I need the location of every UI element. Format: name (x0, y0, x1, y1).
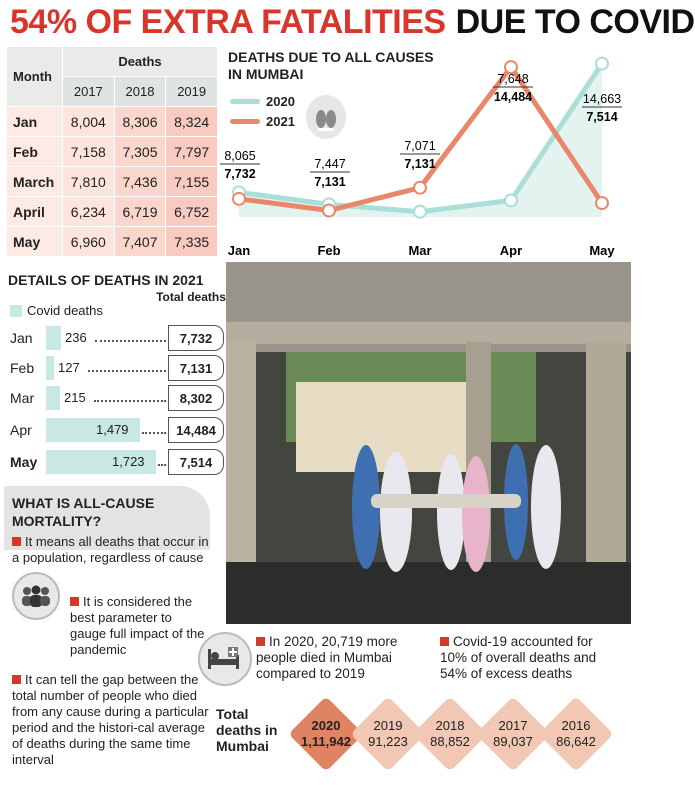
all-cause-bullet-3 (12, 672, 212, 768)
total-diamond (477, 698, 549, 770)
total-year: 2018 (435, 718, 465, 733)
x-tick-label: May (589, 243, 615, 258)
data-label-2021: 7,131 (314, 175, 346, 189)
legend-label: 2020 (266, 93, 295, 109)
data-point-2021 (414, 182, 426, 194)
row-month: April (7, 197, 63, 227)
month-header: Month (7, 47, 63, 107)
data-point-2021 (323, 205, 335, 217)
details-legend (10, 303, 103, 318)
bullet-icon (440, 637, 449, 646)
people-icon (12, 572, 60, 620)
all-cause-bullet-1 (12, 534, 212, 566)
covid-value: 236 (65, 330, 87, 345)
line-chart-panel (222, 45, 632, 260)
leader-dots (94, 400, 166, 402)
data-label-2021: 7,514 (586, 110, 618, 124)
details-title: DETAILS OF DEATHS IN 2021 (8, 272, 204, 288)
legend-label: 2021 (266, 113, 295, 129)
table-row (7, 167, 218, 197)
x-tick-label: Apr (499, 243, 523, 258)
total-value: 8,302 (168, 385, 224, 411)
cell: 7,407 (114, 227, 166, 257)
total-year: 2019 (373, 718, 403, 733)
details-month: Apr (10, 422, 32, 438)
cell: 7,335 (166, 227, 218, 257)
row-month: Feb (7, 137, 63, 167)
total-diamond (414, 698, 486, 770)
covid-value: 1,479 (96, 422, 129, 437)
diamond-text (414, 718, 486, 750)
cell: 6,960 (63, 227, 115, 257)
x-tick-label: Feb (317, 243, 341, 258)
covid-bar (46, 356, 54, 380)
data-label-2020: 14,663 (582, 92, 622, 106)
cell: 6,234 (63, 197, 115, 227)
details-row (0, 450, 230, 474)
table-row (7, 137, 218, 167)
legend-swatch (10, 305, 22, 317)
total-value: 91,223 (368, 734, 408, 749)
covid-value: 127 (58, 360, 80, 375)
table-row (7, 107, 218, 137)
leader-dots (88, 370, 166, 372)
total-value: 89,037 (493, 734, 533, 749)
cell: 7,158 (63, 137, 115, 167)
leader-dots (95, 340, 166, 342)
total-value: 86,642 (556, 734, 596, 749)
all-cause-title: WHAT IS ALL-CAUSE MORTALITY? (12, 495, 155, 529)
row-month: March (7, 167, 63, 197)
headline (0, 0, 695, 44)
all-cause-bullet-2 (70, 594, 208, 658)
x-tick-label: Mar (408, 243, 432, 258)
total-value: 1,11,942 (301, 734, 351, 749)
covid-bar (46, 326, 61, 350)
covid-value: 215 (64, 390, 86, 405)
total-value: 88,852 (430, 734, 470, 749)
headline-black: DUE TO COVID (455, 2, 695, 41)
cell: 8,306 (114, 107, 166, 137)
total-deaths-header: Total deaths (156, 290, 226, 304)
total-year: 2020 (311, 718, 341, 733)
bullet-icon (12, 675, 21, 684)
data-label-2021: 7,131 (404, 157, 436, 171)
bullet-icon (70, 597, 79, 606)
cell: 8,004 (63, 107, 115, 137)
deaths-header: Deaths (63, 47, 218, 77)
fact-1 (256, 634, 436, 682)
leader-dots (142, 432, 166, 434)
year-header: 2017 (63, 77, 115, 107)
bullet-icon (12, 537, 21, 546)
total-value: 7,514 (168, 449, 224, 475)
details-row (0, 386, 230, 410)
monthly-deaths-table (6, 46, 218, 257)
details-row (0, 326, 230, 350)
line-chart-svg (222, 45, 632, 260)
data-point-2020 (414, 206, 426, 218)
fact-2 (440, 634, 615, 682)
data-point-2020 (596, 58, 608, 70)
cell: 7,797 (166, 137, 218, 167)
bullet-text: It can tell the gap between the total number of people who died from any cause during a particular period and the histori-cal average of deaths during the same time interval (12, 672, 209, 767)
bullet-text: It is considered the best parameter to gauge full impact of the pandemic (70, 594, 205, 657)
total-value: 7,131 (168, 355, 224, 381)
data-label-2021: 14,484 (493, 90, 533, 104)
diamond-text (540, 718, 612, 750)
headline-red: 54% OF EXTRA FATALITIES (10, 2, 446, 41)
row-month: May (7, 227, 63, 257)
details-month: Jan (10, 330, 33, 346)
details-month: May (10, 454, 38, 470)
details-row (0, 356, 230, 380)
total-year: 2016 (561, 718, 591, 733)
data-label-2020: 8,065 (224, 149, 256, 163)
cell: 6,752 (166, 197, 218, 227)
data-label-2020: 7,071 (404, 139, 436, 153)
bullet-icon (256, 637, 265, 646)
cell: 7,155 (166, 167, 218, 197)
total-diamond (540, 698, 612, 770)
table-row (7, 227, 218, 257)
covid-bar (46, 386, 60, 410)
row-month: Jan (7, 107, 63, 137)
cell: 7,810 (63, 167, 115, 197)
details-row (0, 418, 230, 442)
cell: 7,436 (114, 167, 166, 197)
data-label-2020: 7,648 (497, 72, 529, 86)
totals-label: Total deaths in Mumbai (216, 706, 278, 754)
chart-title: DEATHS DUE TO ALL CAUSES IN MUMBAI (228, 49, 434, 82)
year-header: 2019 (166, 77, 218, 107)
details-month: Mar (10, 390, 35, 406)
data-label-2021: 7,732 (224, 167, 256, 181)
leader-dots (158, 464, 166, 466)
bed-patient-icon (198, 632, 252, 686)
fact-text: In 2020, 20,719 more people died in Mumbai compared to 2019 (256, 634, 398, 681)
total-year: 2017 (498, 718, 528, 733)
data-point-2021 (596, 197, 608, 209)
data-label-2020: 7,447 (314, 157, 346, 171)
covid-value: 1,723 (112, 454, 145, 469)
data-point-2021 (233, 193, 245, 205)
bullet-text: It means all deaths that occur in a population, regardless of cause (12, 534, 209, 565)
total-value: 14,484 (168, 417, 224, 443)
total-value: 7,732 (168, 325, 224, 351)
cremation-photo (226, 262, 631, 624)
fact-text: Covid-19 accounted for 10% of overall deaths and 54% of excess deaths (440, 634, 597, 681)
cell: 6,719 (114, 197, 166, 227)
diamond-text (477, 718, 549, 750)
data-point-2020 (505, 194, 517, 206)
table-row (7, 197, 218, 227)
cell: 8,324 (166, 107, 218, 137)
details-month: Feb (10, 360, 35, 376)
year-header: 2018 (114, 77, 166, 107)
x-tick-label: Jan (227, 243, 251, 258)
cell: 7,305 (114, 137, 166, 167)
legend-label: Covid deaths (27, 303, 103, 318)
